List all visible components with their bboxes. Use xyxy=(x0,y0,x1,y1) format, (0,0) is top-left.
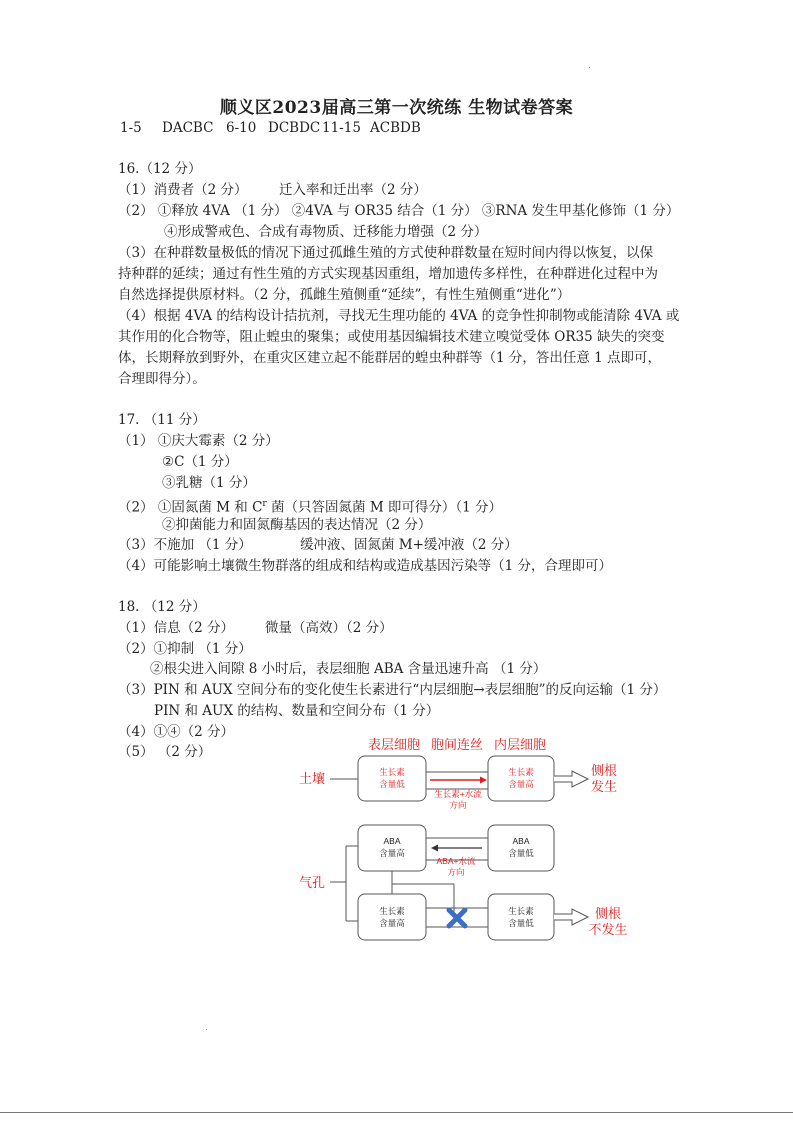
q18-part2-b: ②根尖进入间隙 8 小时后，表层细胞 ABA 含量迅速升高 （1 分） xyxy=(150,661,547,677)
mc-range-3: 11-15 xyxy=(322,120,361,136)
top-arrow-label-l2: 方向 xyxy=(449,800,467,810)
q16-part2-b: ④形成警戒色、合成有毒物质、迁移能力增强（2 分） xyxy=(164,224,488,240)
mc-answer-1: DACBC xyxy=(162,120,214,136)
q18-part5: （5） （2 分） xyxy=(118,744,212,760)
q17-part3-b: 缓冲液、固氮菌 M+缓冲液（2 分） xyxy=(300,537,518,553)
q17-part1-a: （1） ①庆大霉素（2 分） xyxy=(118,433,279,449)
q18-part1-b: 微量（高效）（2 分） xyxy=(265,620,393,636)
q16-part4-line1: （4）根据 4VA 的结构设计拮抗剂，寻找无生理功能的 4VA 的竞争性抑制物或能清除 4VA 或 xyxy=(118,308,680,324)
bottom-result-arrow xyxy=(554,909,588,925)
header-surface-cells: 表层细胞 xyxy=(367,737,421,752)
box-surface-auxin-high xyxy=(358,894,426,940)
q17-part1-c: ③乳糖（1 分） xyxy=(162,475,256,491)
bottom-result-l2: 不发生 xyxy=(588,922,628,937)
q17-header: 17. （11 分） xyxy=(118,412,206,428)
block-x-icon xyxy=(449,910,465,926)
page-title: 顺义区2023届高三第一次统练 生物试卷答案 xyxy=(219,98,574,118)
box-inner-aba-low-l2: 含量低 xyxy=(508,848,534,858)
q16-part1: （1）消费者（2 分） xyxy=(118,182,248,198)
aba-arrow-label-l2: 方向 xyxy=(447,867,465,877)
top-result-l2: 发生 xyxy=(590,779,618,794)
top-arrow-label-l1: 生长素+水流 xyxy=(434,789,482,799)
box-surface-auxin-high-l2: 含量高 xyxy=(379,918,405,928)
q17-part2-a-pre: （2） ①固氮菌 M 和 C xyxy=(118,499,263,516)
header-plasmodesmata: 胞间连丝 xyxy=(430,737,484,752)
q17-part3-a: （3）不施加 （1 分） xyxy=(118,537,252,553)
q18-part2-a: （2）①抑制 （1 分） xyxy=(118,641,252,657)
box-inner-auxin-low-l1: 生长素 xyxy=(508,906,534,916)
box-surface-auxin-high-l1: 生长素 xyxy=(379,906,405,916)
q16-part4-line3: 体，长期释放到野外，在重灾区建立起不能群居的蝗虫种群等（1 分，答出任意 1 点即可， xyxy=(118,350,662,366)
box-surface-aba-high-l2: 含量高 xyxy=(379,848,405,858)
speck xyxy=(206,1029,207,1030)
q18-part4: （4）①④（2 分） xyxy=(118,724,234,740)
box-inner-auxin-high-l1: 生长素 xyxy=(508,767,534,777)
q16-part4-line2: 其作用的化合物等，阻止蝗虫的聚集；或使用基因编辑技术建立嗅觉受体 OR35 缺失的突变 xyxy=(118,329,665,345)
aba-flow-arrowhead xyxy=(431,845,438,852)
header-inner-cells: 内层细胞 xyxy=(493,737,547,752)
box-surface-auxin-low-l1: 生长素 xyxy=(379,767,405,777)
q16-part3-line2: 持种群的延续；通过有性生殖的方式实现基因重组，增加遗传多样性，在种群进化过程中为 xyxy=(118,266,658,282)
q16-part1-b: 迁入率和迁出率（2 分） xyxy=(279,182,427,198)
mc-answer-2: DCBDC xyxy=(268,120,321,136)
auxin-aba-diagram xyxy=(290,734,650,946)
q18-part3-a: （3）PIN 和 AUX 空间分布的变化使生长素进行“内层细胞→表层细胞”的反向运输（1 分） xyxy=(118,682,667,698)
box-surface-auxin-low-l2: 含量低 xyxy=(379,779,405,789)
q18-part1-a: （1）信息（2 分） xyxy=(118,620,234,636)
q18-header: 18. （12 分） xyxy=(118,599,206,615)
q16-part4-line4: 合理即得分）。 xyxy=(118,371,206,387)
q17-part2-a-post: 菌（只答固氮菌 M 即可得分）（1 分） xyxy=(266,499,503,516)
q18-part3-b: PIN 和 AUX 的结构、数量和空间分布（1 分） xyxy=(154,703,440,719)
box-inner-auxin-low-l2: 含量低 xyxy=(508,918,534,928)
q17-part1-b: ②C（1 分） xyxy=(162,454,238,470)
box-surface-aba-high-l1: ABA xyxy=(383,836,401,846)
bottom-result-l1: 侧根 xyxy=(594,906,622,921)
q16-part2-a: （2） ①释放 4VA （1 分） ②4VA 与 OR35 结合（1 分） ③RNA 发生甲基化修饰（1 分） xyxy=(118,203,680,219)
box-inner-aba-low-l1: ABA xyxy=(512,836,530,846)
box-inner-auxin-high-l2: 含量高 xyxy=(508,779,534,789)
label-stomata: 气孔 xyxy=(298,875,326,890)
aba-arrow-label-l1: ABA+水流 xyxy=(436,856,476,866)
q16-part3-line1: （3）在种群数量极低的情况下通过孤雌生殖的方式使种群数量在短时间内得以恢复，以保 xyxy=(118,245,654,261)
mc-range-1: 1-5 xyxy=(120,120,142,136)
q17-part2-a xyxy=(118,494,502,518)
top-result-l1: 侧根 xyxy=(590,763,618,778)
q16-part3-line3: 自然选择提供原材料。（2 分，孤雌生殖侧重“延续”，有性生殖侧重“进化”） xyxy=(118,287,571,303)
q17-part2-a-sup: r xyxy=(262,499,267,509)
page-bottom-rule xyxy=(0,1112,793,1113)
label-soil: 土壤 xyxy=(298,771,326,786)
top-result-arrow xyxy=(554,771,588,787)
q17-part4: （4）可能影响土壤微生物群落的组成和结构或造成基因污染等（1 分，合理即可） xyxy=(118,558,612,574)
mc-answer-3: ACBDB xyxy=(370,120,421,136)
q17-part2-b: ②抑菌能力和固氮酶基因的表达情况（2 分） xyxy=(162,517,432,533)
mc-range-2: 6-10 xyxy=(226,120,257,136)
q16-header: 16.（12 分） xyxy=(118,161,202,177)
speck xyxy=(589,67,590,68)
auxin-flow-arrowhead xyxy=(480,777,487,784)
box-inner-auxin-low xyxy=(488,894,554,940)
